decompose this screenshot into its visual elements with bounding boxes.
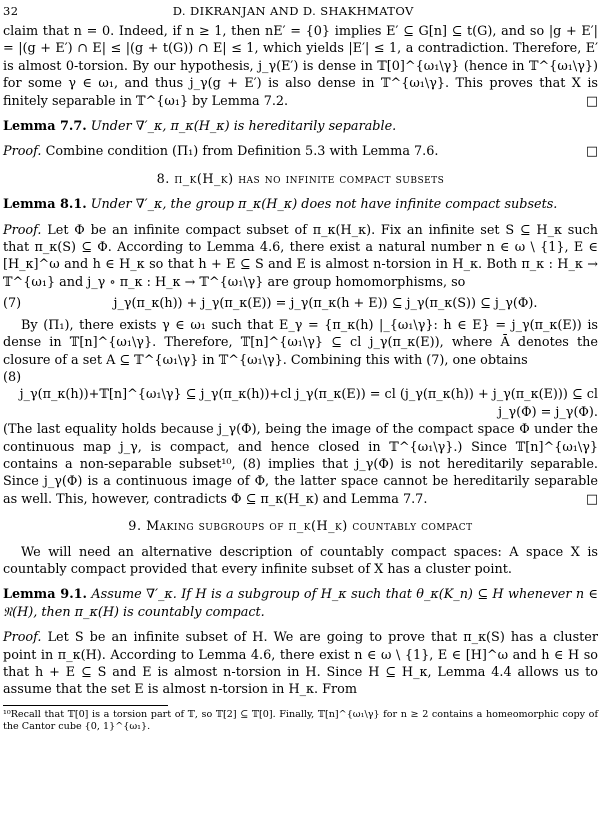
- equation-number: (8): [3, 369, 22, 385]
- qed-symbol: □: [585, 93, 598, 109]
- page-number: 32: [3, 4, 19, 18]
- running-title: D. DIKRANJAN AND D. SHAKHMATOV: [172, 4, 414, 18]
- proof-label: Proof.: [3, 630, 42, 646]
- lemma-statement: Under ∇′_κ, the group π_κ(H_κ) does not have infinite compact subsets.: [90, 197, 558, 213]
- equation-7: [3, 295, 598, 312]
- equation-8: [3, 369, 598, 421]
- proof-text: Let Φ be an infinite compact subset of π_κ(H_κ). Fix an infinite set S ⊆ H_κ such that π_κ(S) ⊆ Φ. According to Lemma 4.6, there exist a natural number n ∈ ω \ {1}, E ∈ [H_κ]^ω and h ∈ H_κ so that h + E ⊆ S and E is almost n-torsion in H_κ. Both π_κ : H_κ → 𝕋^{ω₁} and j_γ ∘ π_κ : H_κ → 𝕋^{ω₁\γ} are group homomorphisms, so: [3, 222, 598, 290]
- lemma-7-7: [3, 118, 598, 135]
- lemma-label: Lemma 7.7.: [3, 119, 87, 135]
- proof-7-7: [3, 143, 598, 160]
- paragraph-text: (The last equality holds because j_γ(Φ), being the image of the compact space Φ under the continuous map j_γ, is compact, and hence closed in 𝕋^{ω₁\γ}.) Since 𝕋[n]^{ω₁\γ} contains a non-separable subset¹⁰, (8) implies that j_γ(Φ) is not hereditarily separable. Since j_γ(Φ) is a continuous image of Φ, the latter space cannot be hereditarily separable as well. This, however, contradicts Φ ⊆ π_κ(H_κ) and Lemma 7.7.: [3, 422, 598, 507]
- proof-label: Proof.: [3, 144, 42, 160]
- proof-text: Combine condition (Π₁) from Definition 5.3 with Lemma 7.6.: [45, 144, 439, 160]
- proof-label: Proof.: [3, 222, 42, 238]
- paragraph-pi1: By (Π₁), there exists γ ∈ ω₁ such that E_γ = {π_κ(h) |_{ω₁\γ}: h ∈ E} = j_γ(π_κ(E)) is dense in 𝕋[n]^{ω₁\γ}. Therefore, 𝕋[n]^{ω₁\γ} ⊆ cl j_γ(π_κ(E)), where Ā denotes the closure of a set A ⊆ 𝕋^{ω₁\γ} in 𝕋^{ω₁\γ}. Combining this with (7), one obtains: [3, 317, 598, 368]
- paragraph-countably-compact: We will need an alternative description of countably compact spaces: A space X is countably compact provided that every infinite subset of X has a cluster point.: [3, 544, 598, 577]
- proof-9-1: [3, 629, 598, 699]
- proof-text: Let S be an infinite subset of H. We are going to prove that π_κ(S) has a cluster point in π_κ(H). According to Lemma 4.6, there exist n ∈ ω \ {1}, E ∈ [H]^ω and h ∈ H so that h + E ⊆ S and E is almost n-torsion in H. Since H ⊆ H_κ, Lemma 4.4 allows us to assume that the set E is almost n-torsion in H_κ. From: [3, 630, 598, 698]
- lemma-9-1: [3, 586, 598, 621]
- lemma-statement: Under ∇′_κ, π_κ(H_κ) is hereditarily separable.: [90, 119, 397, 135]
- equation-body: j_γ(π_κ(h)) + j_γ(π_κ(E)) = j_γ(π_κ(h + E)) ⊆ j_γ(π_κ(S)) ⊆ j_γ(Φ).: [113, 296, 538, 312]
- footnote-rule: [3, 705, 168, 706]
- qed-symbol: □: [585, 491, 598, 507]
- proof-8-1: [3, 222, 598, 292]
- lemma-label: Lemma 8.1.: [3, 197, 87, 213]
- paragraph-last-equality: [3, 421, 598, 508]
- lemma-8-1: [3, 196, 598, 213]
- lemma-label: Lemma 9.1.: [3, 587, 88, 603]
- paragraph-text: claim that n = 0. Indeed, if n ≥ 1, then nE′ = {0} implies E′ ⊆ G[n] ⊆ t(G), and so |g + E′| = |(g + E′) ∩ E| ≤ |(g + t(G)) ∩ E| ≤ 1, which yields |E′| ≤ 1, a contradiction. Therefore, E′ is almost 0-torsion. By our hypothesis, j_γ(E′) is dense in 𝕋[0]^{ω₁\γ} (hence in 𝕋^{ω₁\γ}) for some γ ∈ ω₁, and thus j_γ(g + E′) is also dense in 𝕋^{ω₁\γ}. This proves that X is finitely separable in 𝕋^{ω₁} by Lemma 7.2.: [3, 24, 598, 109]
- equation-number: (7): [3, 296, 22, 312]
- section-9-title: 9. Making subgroups of π_κ(H_κ) countably compact: [128, 519, 473, 535]
- paragraph-continuation: [3, 23, 598, 110]
- running-header: [3, 3, 598, 23]
- lemma-statement: Assume ∇′_κ. If H is a subgroup of H_κ such that θ_κ(K_n) ⊆ H whenever n ∈ 𝔑(H), then π_κ(H) is countably compact.: [3, 587, 598, 620]
- qed-symbol: □: [585, 144, 598, 160]
- equation-body: j_γ(π_κ(h))+𝕋[n]^{ω₁\γ} ⊆ j_γ(π_κ(h))+cl j_γ(π_κ(E)) = cl (j_γ(π_κ(h)) + j_γ(π_κ(E))) ⊆ cl j_γ(Φ) = j_γ(Φ).: [19, 387, 598, 420]
- section-8-title: 8. π_κ(H_κ) has no infinite compact subsets: [156, 171, 445, 187]
- footnote-10: ¹⁰Recall that 𝕋[0] is a torsion part of 𝕋, so 𝕋[2] ⊆ 𝕋[0]. Finally, 𝕋[n]^{ω₁\γ} for n ≥ 2 contains a homeomorphic copy of the Cantor cube {0, 1}^{ω₁}.: [3, 708, 598, 733]
